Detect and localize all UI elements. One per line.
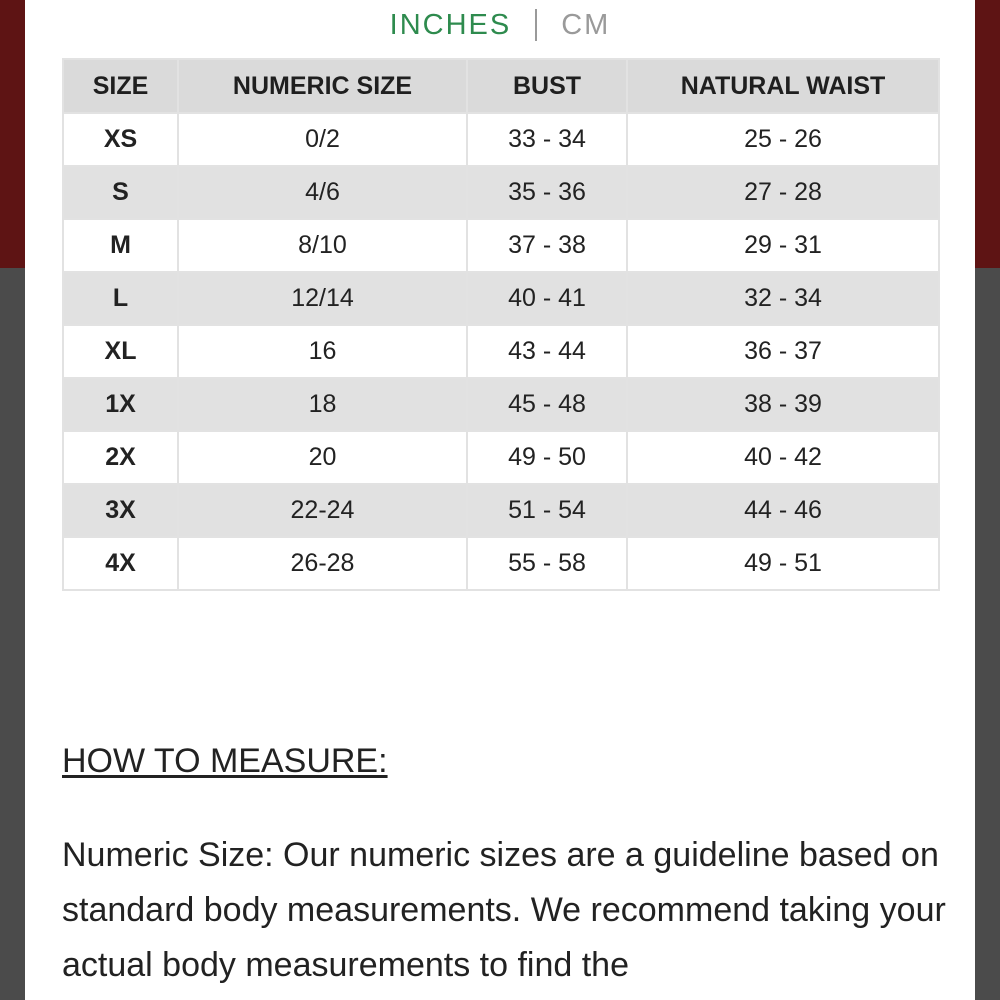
waist-cell: 25 - 26 <box>627 113 939 166</box>
bust-cell: 49 - 50 <box>467 431 627 484</box>
waist-cell: 40 - 42 <box>627 431 939 484</box>
bust-cell: 43 - 44 <box>467 325 627 378</box>
bust-cell: 35 - 36 <box>467 166 627 219</box>
how-to-measure-heading: HOW TO MEASURE: <box>62 742 388 780</box>
table-row <box>63 484 939 537</box>
bust-cell: 37 - 38 <box>467 219 627 272</box>
header-size: SIZE <box>63 59 178 113</box>
size-chart-table <box>62 58 940 591</box>
table-header-row <box>63 59 939 113</box>
unit-cm-option[interactable]: CM <box>561 8 611 41</box>
table-row <box>63 431 939 484</box>
size-cell: XS <box>63 113 178 166</box>
numeric-size-cell: 8/10 <box>178 219 467 272</box>
header-numeric-size: NUMERIC SIZE <box>178 59 467 113</box>
bust-cell: 51 - 54 <box>467 484 627 537</box>
numeric-size-cell: 20 <box>178 431 467 484</box>
size-cell: 2X <box>63 431 178 484</box>
waist-cell: 49 - 51 <box>627 537 939 590</box>
table-row <box>63 113 939 166</box>
table-row <box>63 166 939 219</box>
numeric-size-cell: 0/2 <box>178 113 467 166</box>
bust-cell: 55 - 58 <box>467 537 627 590</box>
numeric-size-cell: 26-28 <box>178 537 467 590</box>
unit-divider <box>535 9 537 41</box>
table-row <box>63 537 939 590</box>
bust-cell: 45 - 48 <box>467 378 627 431</box>
unit-toggle <box>25 4 975 46</box>
waist-cell: 44 - 46 <box>627 484 939 537</box>
waist-cell: 29 - 31 <box>627 219 939 272</box>
size-cell: S <box>63 166 178 219</box>
size-cell: 1X <box>63 378 178 431</box>
size-cell: 3X <box>63 484 178 537</box>
waist-cell: 32 - 34 <box>627 272 939 325</box>
waist-cell: 36 - 37 <box>627 325 939 378</box>
table-row <box>63 325 939 378</box>
waist-cell: 27 - 28 <box>627 166 939 219</box>
waist-cell: 38 - 39 <box>627 378 939 431</box>
table-row <box>63 378 939 431</box>
size-cell: XL <box>63 325 178 378</box>
size-cell: M <box>63 219 178 272</box>
numeric-size-cell: 22-24 <box>178 484 467 537</box>
header-bust: BUST <box>467 59 627 113</box>
table-row <box>63 272 939 325</box>
header-natural-waist: NATURAL WAIST <box>627 59 939 113</box>
numeric-size-cell: 4/6 <box>178 166 467 219</box>
numeric-size-cell: 12/14 <box>178 272 467 325</box>
how-to-measure-text: Numeric Size: Our numeric sizes are a guideline based on standard body measurements. We recommend taking your actual body measurements to find the <box>62 836 946 984</box>
numeric-size-cell: 16 <box>178 325 467 378</box>
bust-cell: 40 - 41 <box>467 272 627 325</box>
numeric-size-cell: 18 <box>178 378 467 431</box>
size-chart-panel <box>25 0 975 1000</box>
size-cell: 4X <box>63 537 178 590</box>
unit-inches-option[interactable]: INCHES <box>389 8 512 41</box>
bust-cell: 33 - 34 <box>467 113 627 166</box>
table-row <box>63 219 939 272</box>
size-cell: L <box>63 272 178 325</box>
